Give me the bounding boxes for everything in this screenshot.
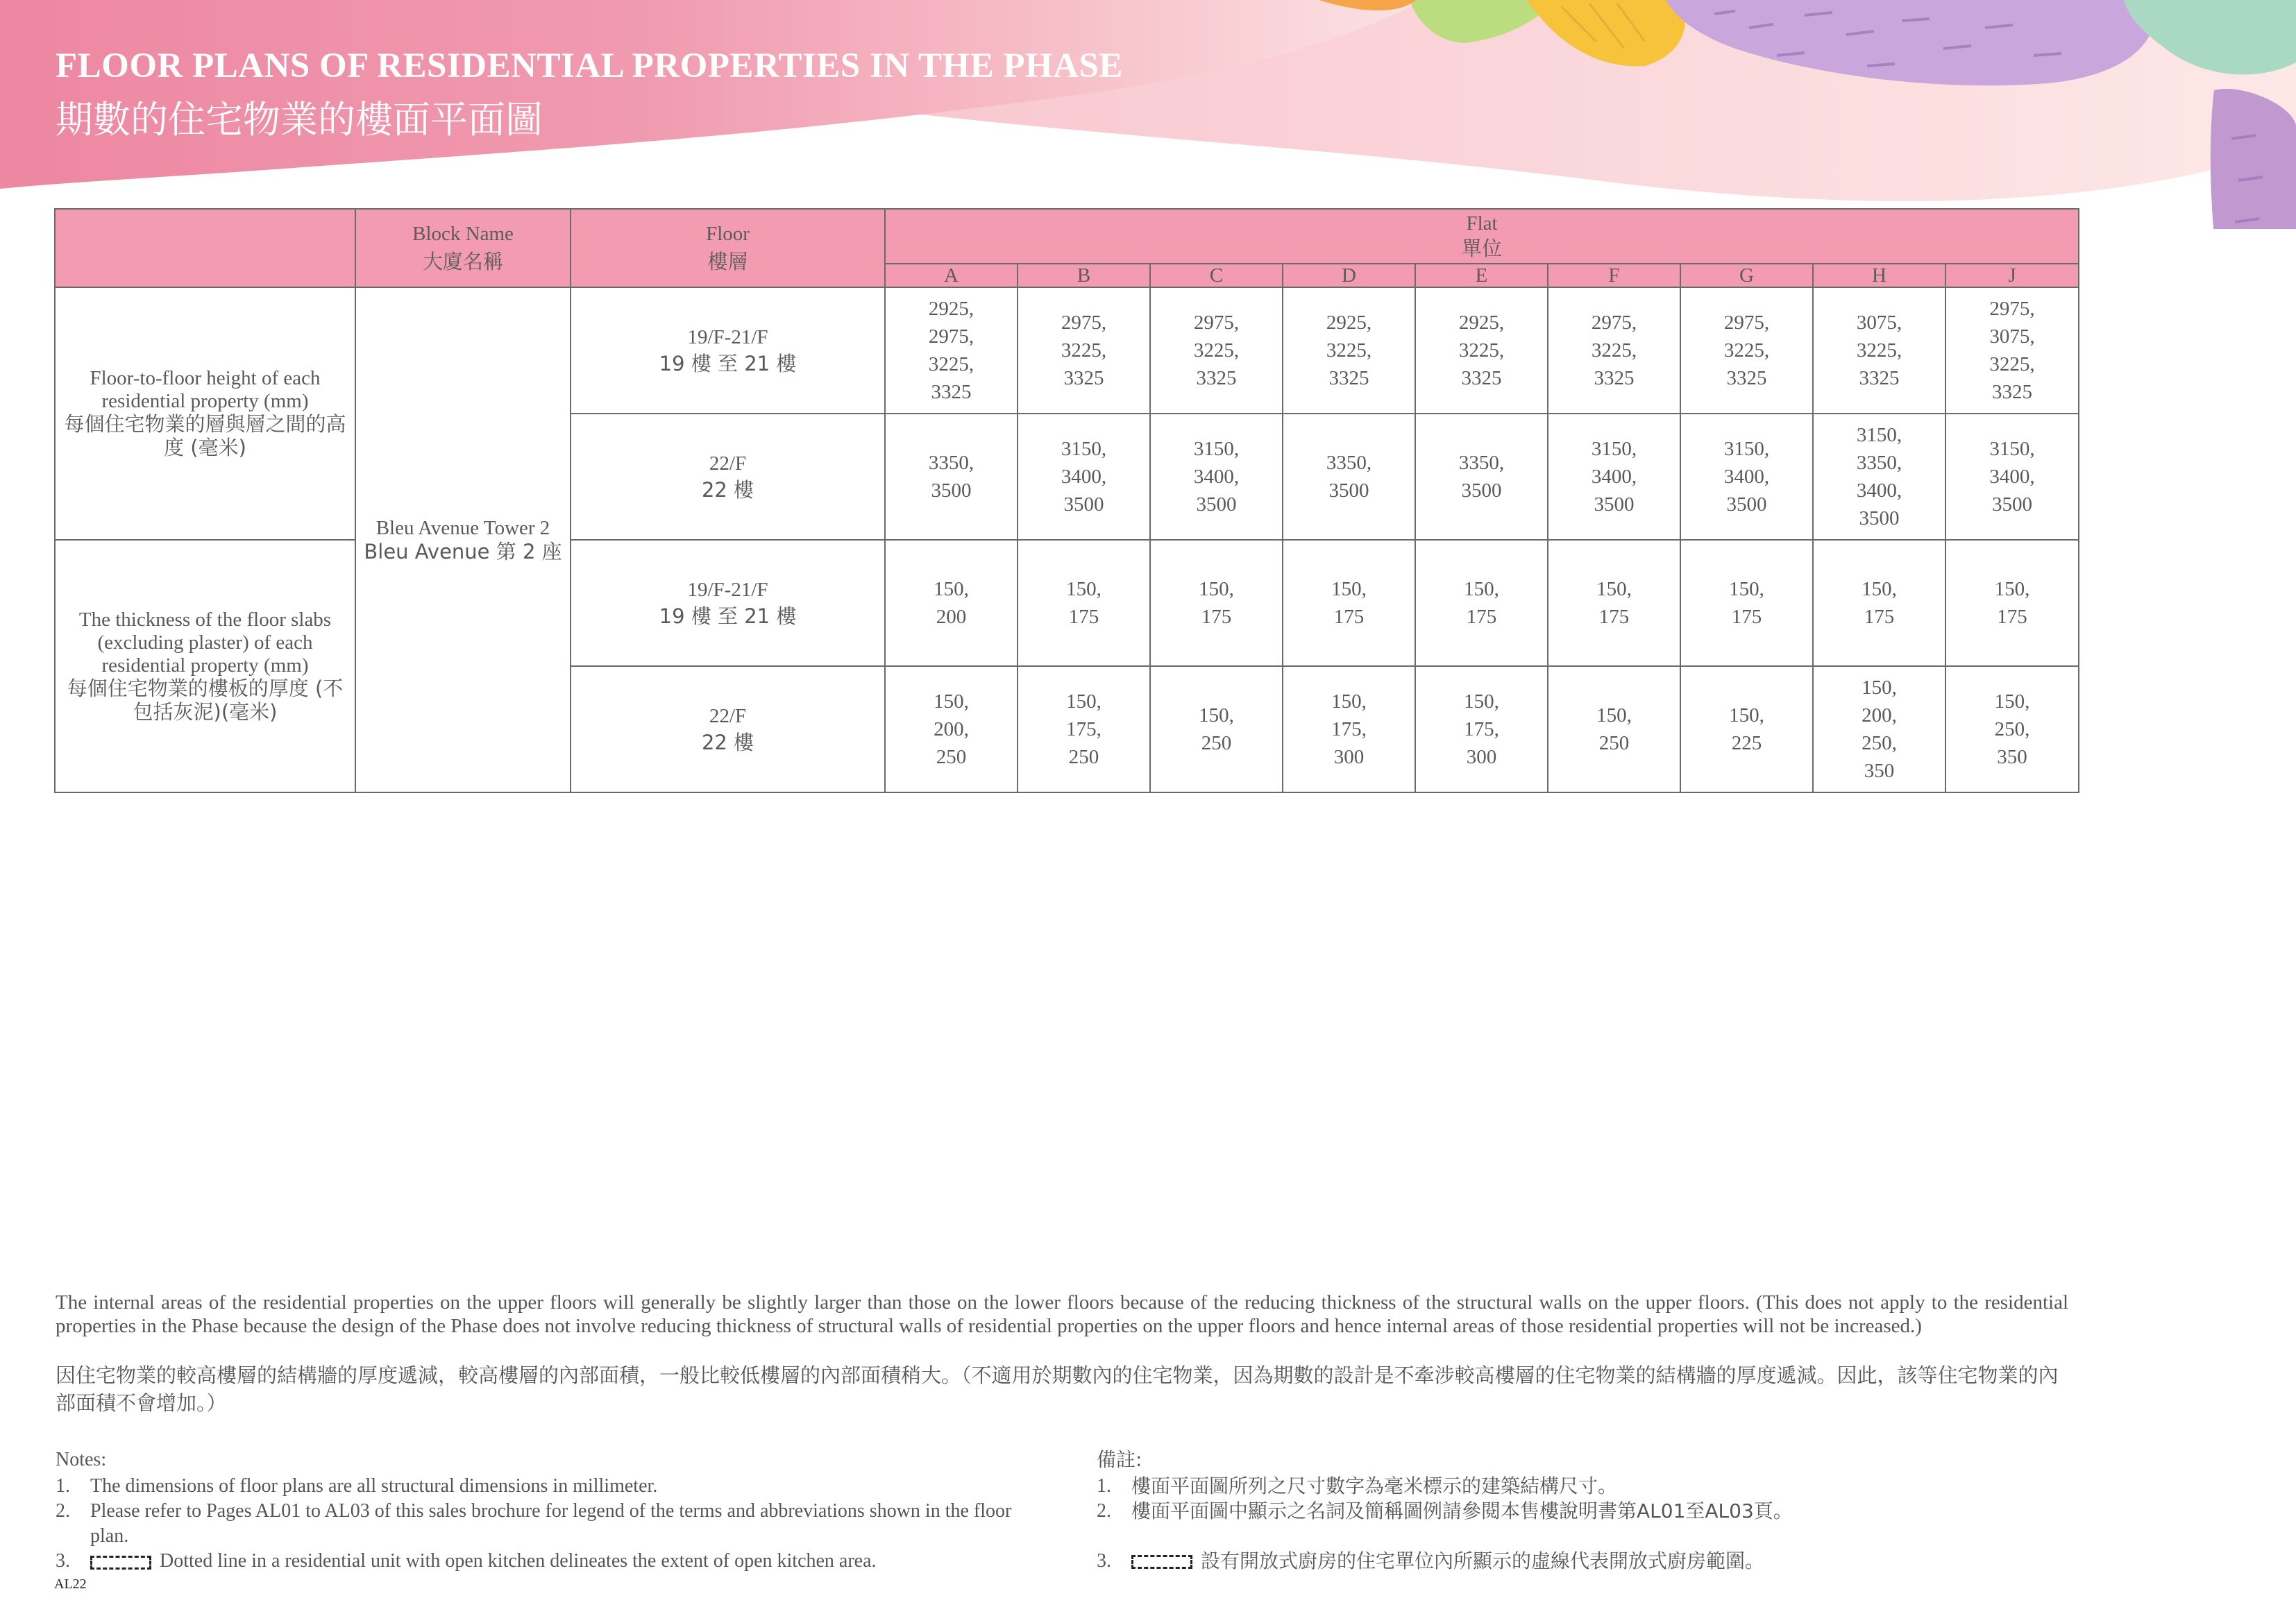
floor-cell — [571, 540, 885, 666]
value-line: 150, — [1994, 578, 2030, 600]
value-line: 250 — [1201, 732, 1232, 754]
value-line: 3400, — [1856, 479, 1902, 502]
value-line: 150, — [1199, 704, 1234, 726]
value-line: 150, — [1596, 578, 1632, 600]
value-cell — [1945, 540, 2079, 666]
header-flat — [885, 209, 2079, 264]
value-line: 2975, — [1591, 312, 1637, 334]
value-line: 3325 — [1859, 367, 1900, 389]
floor-label-zh: 19 樓 至 21 樓 — [659, 351, 797, 375]
floor-label-zh: 19 樓 至 21 樓 — [659, 604, 797, 628]
value-line: 175 — [1864, 606, 1895, 628]
value-line: 150, — [934, 690, 969, 713]
value-line: 2925, — [1458, 312, 1505, 334]
internal-area-note-en: The internal areas of the residential properties on the upper floors will generally be slightly larger than those on the lower floors because of the reducing thickness of the structural walls on the upper floors. (This does not apply to the residential properties in the Phase because the design of the Phase does not involve reducing thickness of structural walls of residential properties on the upper floors and hence internal areas of those residential properties will not be increased.) — [56, 1291, 2068, 1337]
section-label-en: Floor-to-floor height of each residential property (mm) — [90, 367, 321, 412]
value-line: 3325 — [1992, 381, 2032, 403]
note-number: 3. — [56, 1550, 70, 1572]
value-cell — [1548, 287, 1680, 414]
flat-header-e: E — [1415, 264, 1548, 287]
page-code: AL22 — [54, 1577, 87, 1592]
value-line: 150, — [1066, 578, 1101, 600]
header-block-name-en: Block Name — [412, 223, 514, 245]
flat-header-g: G — [1680, 264, 1813, 287]
section-label-zh: 每個住宅物業的樓板的厚度 (不包括灰泥)(毫米) — [67, 676, 344, 724]
note-text: Dotted line in a residential unit with open kitchen delineates the extent of open kitchen area. — [160, 1550, 877, 1572]
note-text: 設有開放式廚房的住宅單位內所顯示的虛線代表開放式廚房範圍。 — [1201, 1549, 1765, 1572]
value-line: 225 — [1731, 732, 1762, 754]
value-line: 150, — [1994, 690, 2030, 713]
value-cell — [1813, 414, 1945, 540]
value-cell — [885, 666, 1018, 792]
value-line: 3325 — [931, 381, 972, 403]
floor-cell — [571, 287, 885, 414]
note-zh-2 — [1097, 1499, 2082, 1524]
table-row — [55, 287, 2079, 414]
value-line: 3400, — [1723, 466, 1770, 488]
value-line: 3150, — [1989, 438, 2035, 460]
value-line: 3500 — [1461, 479, 1502, 502]
value-line: 2925, — [928, 298, 974, 320]
value-line: 3150, — [1193, 438, 1240, 460]
value-cell — [1018, 287, 1150, 414]
value-line: 2975, — [1193, 312, 1240, 334]
value-line: 150, — [1331, 690, 1367, 713]
value-line: 3225, — [1723, 339, 1770, 362]
value-line: 175 — [1466, 606, 1497, 628]
flat-header-j: J — [1945, 264, 2079, 287]
value-cell — [1813, 540, 1945, 666]
internal-area-note-zh: 因住宅物業的較高樓層的結構牆的厚度遞減，較高樓層的內部面積，一般比較低樓層的內部面積稍大。（不適用於期數內的住宅物業，因為期數的設計是不牽涉較高樓層的住宅物業的結構牆的厚度遞減。因此，該等住宅物業的內部面積不會增加。） — [56, 1363, 2059, 1415]
value-cell — [1680, 666, 1813, 792]
value-line: 3500 — [931, 479, 972, 502]
value-line: 3325 — [1196, 367, 1237, 389]
banner-purple-right — [2211, 89, 2296, 229]
value-line: 350 — [1864, 760, 1895, 782]
value-cell — [1150, 666, 1283, 792]
value-cell — [1150, 540, 1283, 666]
notes-zh — [1097, 1447, 2082, 1574]
floor-specification-table — [54, 208, 2079, 793]
note-text: 樓面平面圖中顯示之名詞及簡稱圖例請參閱本售樓說明書第AL01至AL03頁。 — [1131, 1499, 1793, 1522]
dotted-line-legend-icon — [90, 1556, 151, 1570]
note-text: Please refer to Pages AL01 to AL03 of this sales brochure for legend of the terms and abbreviations shown in the floor plan. — [90, 1500, 1012, 1547]
value-cell — [1415, 414, 1548, 540]
value-cell — [1018, 414, 1150, 540]
value-cell — [1945, 666, 2079, 792]
note-number: 2. — [1097, 1500, 1111, 1522]
header-block-name — [355, 209, 571, 287]
value-line: 3500 — [1063, 493, 1104, 516]
value-line: 250 — [1598, 732, 1630, 754]
floor-label-zh: 22 樓 — [701, 730, 754, 754]
value-line: 3400, — [1193, 466, 1240, 488]
notes-heading-zh: 備註: — [1097, 1448, 1142, 1471]
block-name-en: Bleu Avenue Tower 2 — [375, 516, 550, 539]
value-cell — [1945, 414, 2079, 540]
section-label — [55, 540, 355, 792]
value-line: 300 — [1333, 746, 1365, 768]
floor-cell — [571, 414, 885, 540]
value-line: 250, — [1994, 718, 2030, 740]
block-name-cell — [355, 287, 571, 792]
flat-header-b: B — [1018, 264, 1150, 287]
value-line: 3225, — [1458, 339, 1505, 362]
value-line: 150, — [1066, 690, 1101, 713]
value-line: 250 — [1068, 746, 1099, 768]
value-line: 3150, — [1061, 438, 1107, 460]
value-line: 3400, — [1061, 466, 1107, 488]
value-line: 2975, — [928, 325, 974, 348]
header-floor — [571, 209, 885, 287]
value-cell — [1283, 414, 1415, 540]
value-line: 3325 — [1328, 367, 1369, 389]
value-line: 175 — [1598, 606, 1630, 628]
note-number: 1. — [56, 1475, 70, 1497]
value-line: 3400, — [1989, 466, 2035, 488]
value-cell — [885, 287, 1018, 414]
value-line: 3075, — [1856, 312, 1902, 334]
floor-label-en: 19/F-21/F — [687, 578, 768, 601]
value-line: 2975, — [1989, 298, 2035, 320]
header-floor-zh: 樓層 — [707, 250, 748, 273]
value-line: 3350, — [1856, 452, 1902, 474]
value-line: 2925, — [1326, 312, 1372, 334]
value-cell — [1680, 540, 1813, 666]
value-line: 300 — [1466, 746, 1497, 768]
value-line: 200, — [934, 718, 969, 740]
value-cell — [1548, 414, 1680, 540]
page-title-zh: 期數的住宅物業的樓面平面圖 — [56, 98, 543, 142]
section-label — [55, 287, 355, 540]
value-line: 175 — [1997, 606, 2027, 628]
value-line: 250, — [1862, 732, 1897, 754]
value-line: 150, — [1729, 704, 1764, 726]
page-title-en: FLOOR PLANS OF RESIDENTIAL PROPERTIES IN THE PHASE — [56, 46, 1123, 85]
value-cell — [1813, 287, 1945, 414]
value-line: 3500 — [1328, 479, 1369, 502]
header-block-name-zh: 大廈名稱 — [422, 250, 503, 273]
value-line: 3225, — [1193, 339, 1240, 362]
value-line: 3350, — [1458, 452, 1505, 474]
value-line: 350 — [1997, 746, 2027, 768]
value-line: 2975, — [1723, 312, 1770, 334]
value-line: 175 — [1068, 606, 1099, 628]
flat-header-c: C — [1150, 264, 1283, 287]
value-line: 3225, — [1591, 339, 1637, 362]
notes-en — [56, 1447, 1041, 1574]
flat-header-d: D — [1283, 264, 1415, 287]
value-line: 250 — [936, 746, 967, 768]
notes-heading-en: Notes: — [56, 1449, 107, 1470]
value-line: 3150, — [1723, 438, 1770, 460]
value-line: 3150, — [1591, 438, 1637, 460]
value-line: 3225, — [1326, 339, 1372, 362]
header-flat-zh: 單位 — [1462, 237, 1503, 260]
value-line: 3325 — [1726, 367, 1767, 389]
block-name-zh: Bleu Avenue 第 2 座 — [364, 539, 562, 563]
value-line: 3225, — [1989, 353, 2035, 375]
value-line: 150, — [1199, 578, 1234, 600]
value-line: 175 — [1201, 606, 1232, 628]
value-line: 2975, — [1061, 312, 1107, 334]
header-blank-cell — [55, 209, 355, 287]
flat-header-h: H — [1813, 264, 1945, 287]
value-line: 3225, — [928, 353, 974, 375]
value-line: 3325 — [1594, 367, 1635, 389]
value-line: 150, — [934, 578, 969, 600]
value-cell — [1018, 540, 1150, 666]
note-zh-1 — [1097, 1474, 2082, 1499]
floor-label-zh: 22 樓 — [701, 477, 754, 502]
value-line: 150, — [1464, 690, 1499, 713]
flat-header-a: A — [885, 264, 1018, 287]
value-line: 200, — [1862, 704, 1897, 726]
value-line: 3325 — [1063, 367, 1104, 389]
value-line: 150, — [1464, 578, 1499, 600]
value-cell — [1150, 414, 1283, 540]
value-cell — [885, 540, 1018, 666]
value-cell — [885, 414, 1018, 540]
value-line: 3500 — [1594, 493, 1635, 516]
value-line: 150, — [1596, 704, 1632, 726]
value-line: 3225, — [1061, 339, 1107, 362]
note-number: 1. — [1097, 1475, 1111, 1497]
value-cell — [1415, 540, 1548, 666]
value-cell — [1945, 287, 2079, 414]
value-cell — [1150, 287, 1283, 414]
note-number: 3. — [1097, 1550, 1111, 1572]
value-line: 150, — [1862, 677, 1897, 699]
value-line: 3350, — [1326, 452, 1372, 474]
value-line: 3500 — [1726, 493, 1767, 516]
section-label-en: The thickness of the floor slabs (excluding plaster) of each residential property (mm) — [78, 608, 332, 677]
value-cell — [1283, 666, 1415, 792]
note-en-3 — [56, 1549, 1041, 1574]
note-number: 2. — [56, 1500, 70, 1522]
value-cell — [1548, 540, 1680, 666]
header-flat-en: Flat — [1466, 212, 1498, 235]
value-line: 175, — [1331, 718, 1367, 740]
value-line: 3500 — [1196, 493, 1237, 516]
note-en-1 — [56, 1474, 1041, 1499]
value-line: 3150, — [1856, 424, 1902, 446]
floor-label-en: 22/F — [709, 452, 747, 475]
value-cell — [1680, 287, 1813, 414]
value-line: 175 — [1731, 606, 1762, 628]
value-line: 175, — [1066, 718, 1101, 740]
value-line: 175, — [1464, 718, 1499, 740]
value-cell — [1548, 666, 1680, 792]
value-line: 200 — [936, 606, 967, 628]
value-line: 150, — [1729, 578, 1764, 600]
value-cell — [1680, 414, 1813, 540]
value-line: 3500 — [1992, 493, 2032, 516]
value-line: 3350, — [928, 452, 974, 474]
flat-header-f: F — [1548, 264, 1680, 287]
section-label-zh: 每個住宅物業的層與層之間的高度 (毫米) — [64, 412, 346, 459]
note-en-2 — [56, 1499, 1041, 1549]
value-cell — [1415, 666, 1548, 792]
value-line: 150, — [1862, 578, 1897, 600]
note-text: 樓面平面圖所列之尺寸數字為毫米標示的建築結構尺寸。 — [1131, 1475, 1618, 1497]
note-text: The dimensions of floor plans are all structural dimensions in millimeter. — [90, 1475, 658, 1497]
value-line: 3400, — [1591, 466, 1637, 488]
value-cell — [1415, 287, 1548, 414]
note-zh-3 — [1097, 1549, 2082, 1574]
dotted-line-legend-icon — [1131, 1555, 1192, 1569]
floor-label-en: 19/F-21/F — [687, 325, 768, 348]
header-floor-en: Floor — [706, 223, 750, 245]
value-line: 3075, — [1989, 325, 2035, 348]
value-line: 3325 — [1461, 367, 1502, 389]
value-cell — [1813, 666, 1945, 792]
value-cell — [1283, 287, 1415, 414]
floor-cell — [571, 666, 885, 792]
floor-label-en: 22/F — [709, 704, 747, 727]
value-cell — [1283, 540, 1415, 666]
value-line: 175 — [1333, 606, 1365, 628]
value-line: 3225, — [1856, 339, 1902, 362]
value-line: 150, — [1331, 578, 1367, 600]
value-line: 3500 — [1859, 507, 1900, 529]
value-cell — [1018, 666, 1150, 792]
